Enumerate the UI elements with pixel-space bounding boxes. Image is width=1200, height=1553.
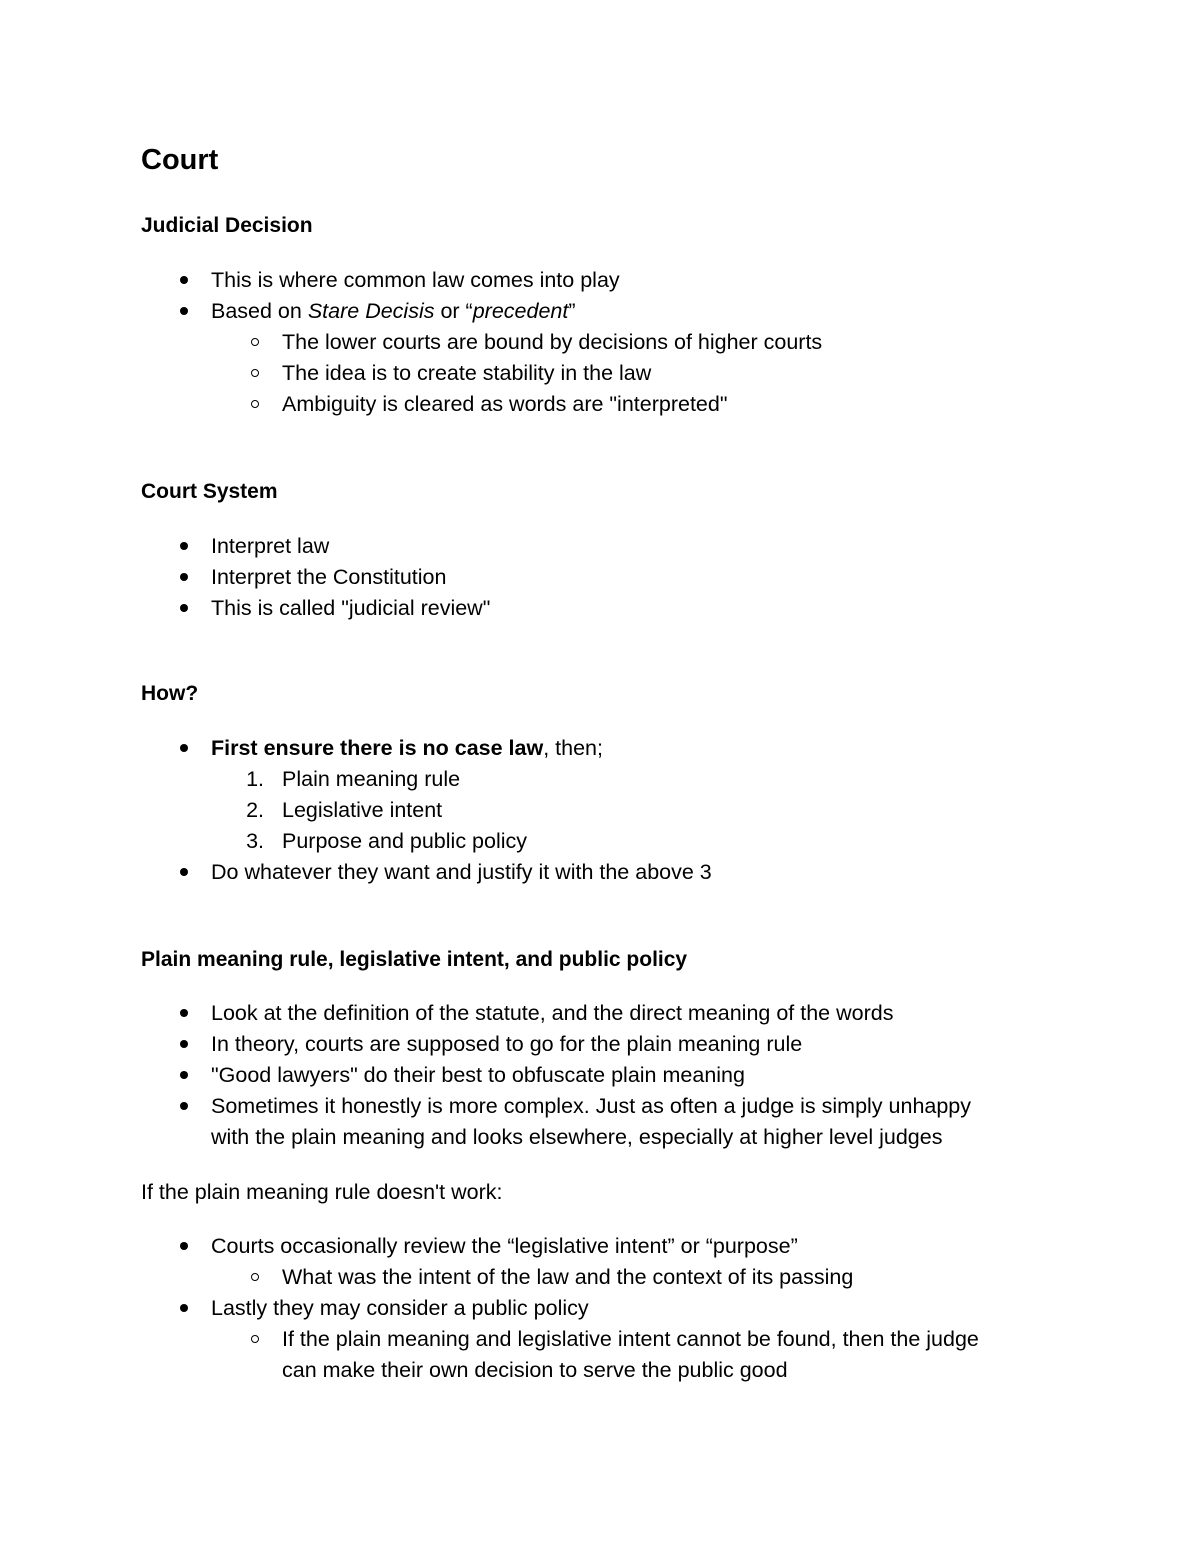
sub-list-item-continuation: can make their own decision to serve the public good (282, 1358, 788, 1382)
section-heading-how: How? (141, 682, 199, 705)
bullet-icon (180, 1009, 188, 1017)
page-title: Court (141, 144, 219, 176)
numbered-item: Purpose and public policy (282, 829, 528, 853)
hollow-bullet-icon (251, 400, 259, 408)
sub-list-item: The lower courts are bound by decisions of higher courts (282, 330, 823, 354)
sub-list-item: Ambiguity is cleared as words are "interpreted" (282, 392, 728, 416)
bullet-icon (180, 744, 188, 752)
list-item: "Good lawyers" do their best to obfuscate plain meaning (211, 1063, 745, 1087)
numbered-item: Legislative intent (282, 798, 443, 822)
list-item-continuation: with the plain meaning and looks elsewhere, especially at higher level judges (211, 1125, 943, 1149)
section-heading-plain-meaning: Plain meaning rule, legislative intent, and public policy (141, 948, 688, 971)
bullet-icon (180, 1242, 188, 1250)
bullet-icon (180, 1071, 188, 1079)
sub-list-item: The idea is to create stability in the law (282, 361, 652, 385)
list-item: Courts occasionally review the “legislative intent” or “purpose” (211, 1234, 798, 1258)
list-item: First ensure there is no case law, then; (211, 736, 603, 760)
bullet-icon (180, 1102, 188, 1110)
bullet-icon (180, 307, 188, 315)
sub-list-item: What was the intent of the law and the context of its passing (282, 1265, 854, 1289)
bullet-icon (180, 1304, 188, 1312)
list-item: Lastly they may consider a public policy (211, 1296, 589, 1320)
hollow-bullet-icon (251, 1335, 259, 1343)
list-item: Interpret law (211, 534, 330, 558)
bullet-icon (180, 604, 188, 612)
hollow-bullet-icon (251, 369, 259, 377)
bullet-icon (180, 868, 188, 876)
bullet-icon (180, 573, 188, 581)
list-item: This is where common law comes into play (211, 268, 620, 292)
bullet-icon (180, 542, 188, 550)
list-item: Look at the definition of the statute, and the direct meaning of the words (211, 1001, 894, 1025)
hollow-bullet-icon (251, 1273, 259, 1281)
section-heading-court-system: Court System (141, 480, 278, 503)
bullet-icon (180, 1040, 188, 1048)
list-item: This is called "judicial review" (211, 596, 491, 620)
sub-list-item: If the plain meaning and legislative intent cannot be found, then the judge (282, 1327, 979, 1351)
paragraph: If the plain meaning rule doesn't work: (141, 1180, 503, 1204)
list-item: Interpret the Constitution (211, 565, 447, 589)
list-number: 1. (246, 767, 264, 791)
list-item: Do whatever they want and justify it with the above 3 (211, 860, 712, 884)
list-item: Sometimes it honestly is more complex. Just as often a judge is simply unhappy (211, 1094, 972, 1118)
numbered-item: Plain meaning rule (282, 767, 461, 791)
list-item: Based on Stare Decisis or “precedent” (211, 299, 576, 323)
hollow-bullet-icon (251, 338, 259, 346)
section-heading-judicial-decision: Judicial Decision (141, 214, 313, 237)
list-item: In theory, courts are supposed to go for the plain meaning rule (211, 1032, 803, 1056)
bullet-icon (180, 276, 188, 284)
list-number: 3. (246, 829, 264, 853)
list-number: 2. (246, 798, 264, 822)
